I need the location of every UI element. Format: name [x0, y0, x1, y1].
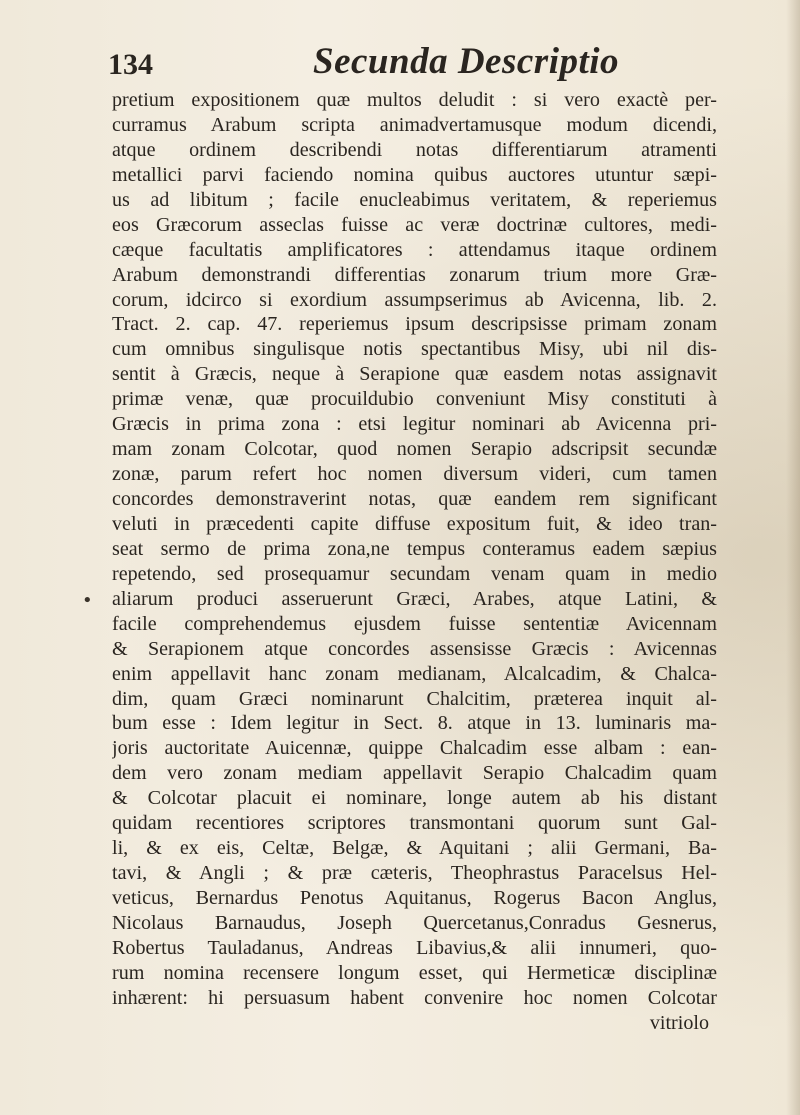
text-line: mam zonam Colcotar, quod nomen Serapio adscripsit secundæ — [112, 438, 717, 461]
margin-mark: • — [82, 590, 93, 611]
text-line: atque ordinem describendi notas differentiarum atramenti — [112, 138, 717, 161]
text-line: bum esse : Idem legitur in Sect. 8. atque in 13. luminaris ma- — [112, 712, 717, 735]
text-line: concordes demonstraverint notas, quæ eandem rem significant — [112, 488, 717, 510]
text-line: rum nomina recensere longum esset, qui Hermeticæ disciplinæ — [112, 961, 717, 984]
text-line: Arabum demonstrandi differentias zonarum trium more Græ- — [112, 263, 717, 286]
catchword: vitriolo — [649, 1011, 709, 1034]
text-line: metallici parvi faciendo nomina quibus auctores utuntur sæpi- — [112, 163, 717, 186]
text-line: zonæ, parum refert hoc nomen diversum videri, cum tamen — [112, 463, 717, 486]
page-header — [108, 40, 708, 88]
text-line: curramus Arabum scripta animadvertamusque modum dicendi, — [112, 113, 717, 136]
text-line: facile comprehendemus ejusdem fuisse sententiæ Avicennam — [112, 612, 717, 635]
text-line: veluti in præcedenti capite diffuse expositum fuit, & ideo tran- — [112, 512, 717, 535]
text-line: Græcis in prima zona : etsi legitur nominari ab Avicenna pri- — [112, 413, 717, 436]
text-line: Nicolaus Barnaudus, Joseph Quercetanus,Conradus Gesnerus, — [112, 911, 717, 934]
text-line: joris auctoritate Auicennæ, quippe Chalcadim esse albam : ean- — [112, 737, 717, 760]
text-line: enim appellavit hanc zonam medianam, Alcalcadim, & Chalca- — [112, 662, 717, 685]
text-line: quidam recentiores scriptores transmontani quorum sunt Gal- — [112, 812, 717, 835]
page-number: 134 — [108, 48, 153, 81]
text-line: dem vero zonam mediam appellavit Serapio Chalcadim quam — [112, 762, 717, 785]
text-line: li, & ex eis, Celtæ, Belgæ, & Aquitani ; alii Germani, Ba- — [112, 837, 717, 860]
text-line: inhærent: hi persuasum habent convenire hoc nomen Colcotar — [112, 986, 717, 1009]
text-line: pretium expositionem quæ multos deludit : si vero exactè per- — [112, 89, 717, 111]
running-title: Secunda Descriptio — [313, 41, 620, 82]
text-line: sentit à Græcis, neque à Serapione quæ easdem notas assignavit — [112, 363, 717, 386]
text-line: cum omnibus singulisque notis spectantibus Misy, ubi nil dis- — [112, 338, 717, 361]
text-line: veticus, Bernardus Penotus Aquitanus, Rogerus Bacon Anglus, — [112, 887, 717, 909]
text-line: repetendo, sed prosequamur secundam venam quam in medio — [112, 562, 717, 585]
text-line: primæ venæ, quæ procuildubio conveniunt Misy constituti à — [112, 388, 717, 411]
text-line: tavi, & Angli ; & præ cæteris, Theophrastus Paracelsus Hel- — [112, 862, 717, 885]
text-line: dim, quam Græci nominarunt Chalcitim, præterea inquit al- — [112, 687, 717, 710]
text-line: aliarum produci asseruerunt Græci, Arabes, atque Latini, & — [112, 587, 717, 610]
text-line: cæque facultatis amplificatores : attendamus itaque ordinem — [112, 238, 717, 261]
text-line: & Serapionem atque concordes assensisse Græcis : Avicennas — [112, 637, 717, 660]
text-line: Robertus Tauladanus, Andreas Libavius,& alii innumeri, quo- — [112, 936, 717, 959]
text-line: seat sermo de prima zona,ne tempus conteramus eadem sæpius — [112, 537, 717, 560]
page-gutter-shadow — [786, 0, 800, 1115]
text-line: us ad libitum ; facile enucleabimus veritatem, & reperiemus — [112, 188, 717, 211]
text-line: Tract. 2. cap. 47. reperiemus ipsum descripsisse primam zonam — [112, 313, 717, 336]
text-line: & Colcotar placuit ei nominare, longe autem ab his distant — [112, 787, 717, 810]
text-line: corum, idcirco si exordium assumpserimus ab Avicenna, lib. 2. — [112, 288, 717, 311]
text-line: eos Græcorum asseclas fuisse ac veræ doctrinæ cultores, medi- — [112, 213, 717, 236]
body-text — [112, 88, 717, 1036]
